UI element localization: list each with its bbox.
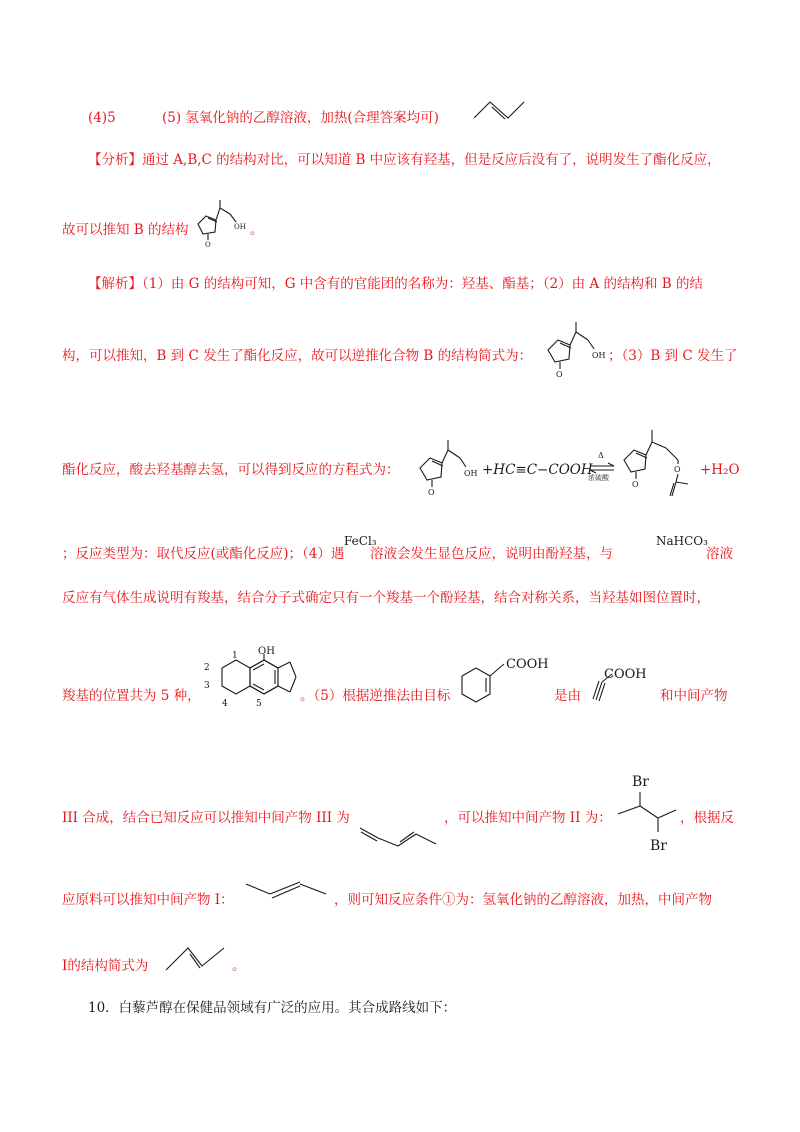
solution-p7c: ，根据反 [680, 810, 734, 826]
solution-p2a: 构，可以推知，B 到 C 发生了酯化反应，故可以逆推化合物 B 的结构简式为： [62, 348, 533, 364]
solution-p6c: 是由 [554, 688, 581, 704]
dibromobutane-structure [610, 770, 680, 860]
svg-text:O: O [674, 465, 681, 474]
cyclohexene-carboxylic-acid-structure [452, 650, 552, 714]
svg-text:3: 3 [204, 681, 210, 691]
svg-text:COOH: COOH [506, 657, 549, 672]
condition-acid: 浓硫酸 [588, 474, 609, 482]
solution-p4b: 溶液会发生显色反应，说明由酚羟基，与 [370, 546, 613, 562]
svg-text:O: O [556, 370, 563, 379]
analysis-text-2: 故可以推知 B 的结构 [62, 222, 189, 238]
solution-p5: 反应有气体生成说明有羧基，结合分子式确定只有一个羧基一个酚羟基，结合对称关系，当羟基如图位置时， [62, 590, 710, 606]
solution-p7b: ，可以推知中间产物 II 为： [444, 810, 612, 826]
solution-p8a: 应原料可以推知中间产物 I： [62, 892, 234, 908]
solution-p4a: ；反应类型为：取代反应(或酯化反应)；（4）遇 [62, 546, 345, 562]
answer-5: (5) 氢氧化钠的乙醇溶液，加热(合理答案均可) [162, 110, 439, 126]
solution-p4c: 溶液 [706, 546, 733, 562]
svg-text:4: 4 [222, 699, 228, 709]
svg-text:O: O [428, 488, 435, 497]
trans-2-butene-structure [470, 98, 530, 124]
solution-tag: 【解析】 [88, 276, 142, 292]
answer-4: (4)5 [88, 110, 116, 126]
condition-heat: Δ [598, 451, 604, 460]
hydroxy-tricyclic-positions-structure [196, 646, 296, 714]
solution-p6b: 。（5）根据逆推法由目标 [300, 688, 451, 704]
equilibrium-arrow [588, 463, 618, 473]
svg-text:OH: OH [592, 351, 606, 360]
compound-b-structure-small [190, 196, 252, 248]
analysis-end: 。 [250, 222, 264, 238]
solution-p3a: 酯化反应，酸去羟基醇去氢，可以得到反应的方程式为： [62, 462, 400, 478]
svg-text:O: O [632, 480, 639, 489]
analysis-text-1: 通过 A,B,C 的结构对比，可以知道 B 中应该有羟基，但是反应后没有了，说明发生了酯化反应， [142, 152, 721, 168]
solution-p6a: 羧基的位置共为 5 种， [62, 688, 201, 704]
butadiene-structure [356, 822, 440, 850]
svg-text:OH: OH [234, 223, 246, 231]
solution-p6d: 和中间产物 [660, 688, 728, 704]
reactant-alcohol-structure [412, 436, 482, 496]
solution-p9a: Ⅰ的结构简式为 [62, 958, 149, 974]
propiolic-acid-structure [582, 664, 662, 704]
svg-text:Br: Br [650, 838, 667, 854]
product-ester-structure [616, 426, 706, 502]
nahco3-label: NaHCO₃ [656, 534, 708, 548]
intermediate-i-structure [244, 880, 330, 910]
solution-p7a: III 合成，结合已知反应可以推知中间产物 III 为 [62, 810, 350, 826]
fecl3-label: FeCl₃ [344, 534, 377, 548]
question-10: 10．白藜芦醇在保健品领域有广泛的应用。其合成路线如下： [88, 1000, 457, 1016]
water-product: +H₂O [700, 462, 740, 478]
compound-b-structure [540, 318, 610, 378]
svg-text:OH: OH [258, 646, 275, 657]
svg-text:COOH: COOH [604, 667, 647, 682]
propiolic-acid-formula: +HC≡C−COOH [482, 462, 593, 478]
svg-text:2: 2 [204, 663, 210, 673]
svg-text:Br: Br [632, 774, 649, 790]
solution-p8b: ，则可知反应条件①为：氢氧化钠的乙醇溶液，加热，中间产物 [334, 892, 712, 908]
analysis-tag: 【分析】 [88, 152, 142, 168]
svg-text:O: O [205, 241, 211, 249]
solution-p9b: 。 [232, 958, 246, 974]
svg-text:1: 1 [232, 651, 238, 661]
solution-p1: （1）由 G 的结构可知，G 中含有的官能团的名称为：羟基、酯基；（2）由 A 的结构和 B 的结 [142, 276, 703, 292]
solution-p2b: ；（3）B 到 C 发生了 [608, 348, 738, 364]
svg-text:OH: OH [464, 469, 478, 478]
svg-text:5: 5 [256, 699, 262, 709]
intermediate-i-formula-structure [162, 940, 228, 974]
